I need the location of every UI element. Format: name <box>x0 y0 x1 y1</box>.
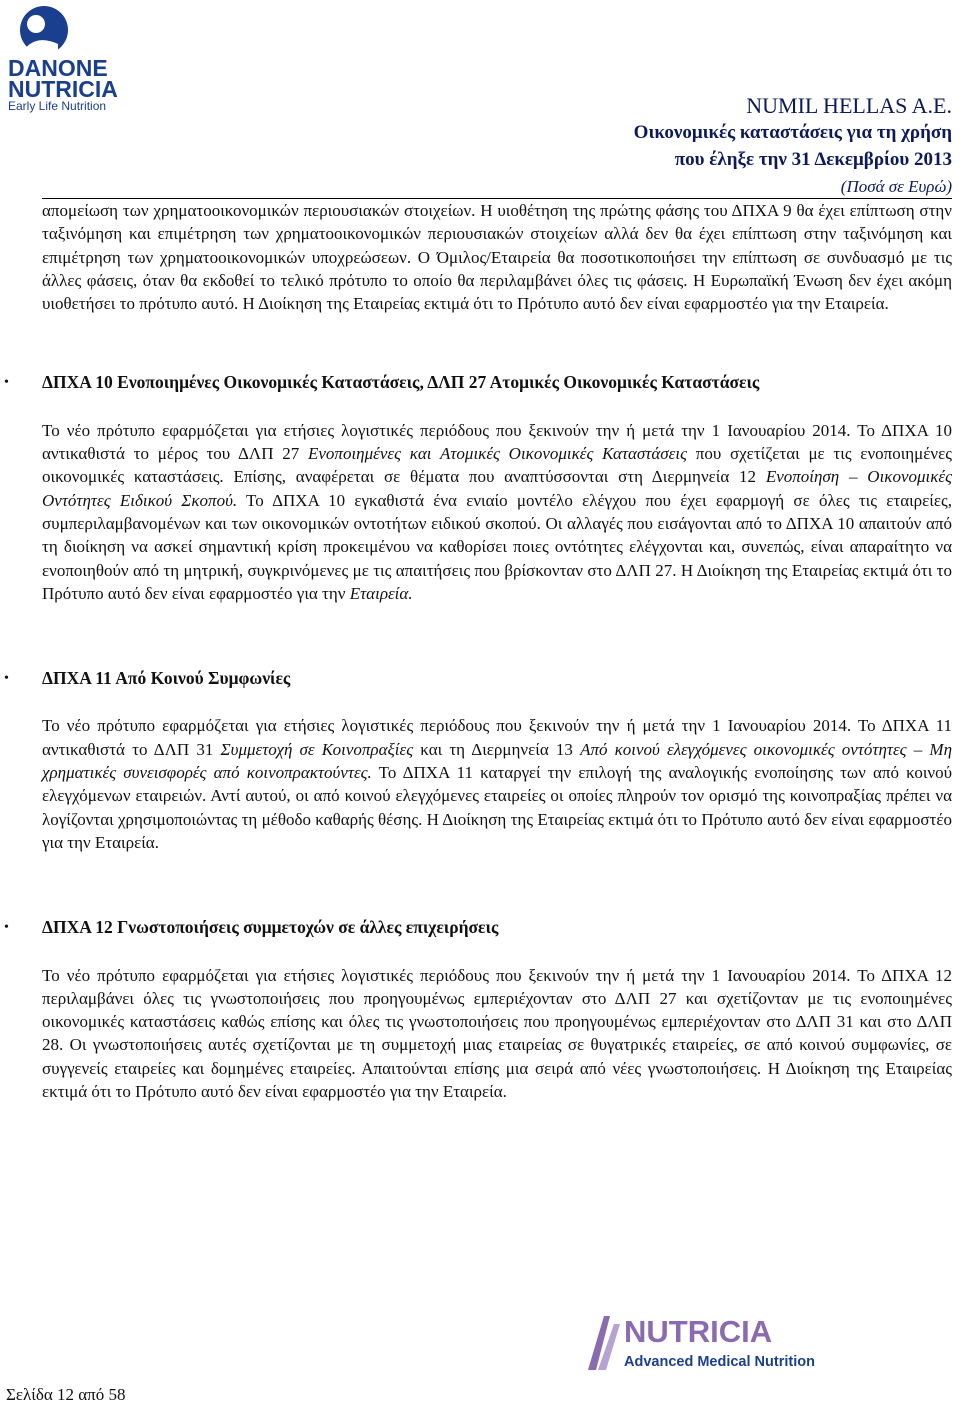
page-number: Σελίδα 12 από 58 <box>6 1385 126 1404</box>
intro-paragraph: απομείωση των χρηματοοικονομικών περιουσιακών στοιχείων. Η υιοθέτηση της πρώτης φάσης του ΔΠΧΑ 9 θα έχει επίπτωση στην ταξινόμηση και επιμέτρηση των χρηματοοικονομικών περιουσιακών στοιχείων αλλά δεν θα έχει επίπτωση στην ταξινόμηση και επιμέτρηση των χρηματοοικονομικών υποχρεώσεων. Ο Όμιλος/Εταιρεία θα ποσοτικοποιήσει την επίπτωση σε συνδυασμό με τις άλλες φάσεις, όταν θα εκδοθεί το τελικό πρότυπο το οποίο θα περιλαμβάνει όλες τις φάσεις. Η Ευρωπαϊκή Ένωση δεν έχει ακόμη υιοθετήσει το πρότυπο αυτό. Η Διοίκηση της Εταιρείας εκτιμά ότι το Πρότυπο αυτό δεν είναι εφαρμοστέο για την Εταιρεία. <box>42 201 952 314</box>
report-title-line1: Οικονομικές καταστάσεις για τη χρήση <box>633 122 952 143</box>
logo-head-icon <box>27 15 45 33</box>
bullet-icon: • <box>4 375 9 391</box>
logo-danone-text: DANONE <box>8 55 108 81</box>
bullet-icon: • <box>4 671 9 687</box>
report-title-line2: που έληξε την 31 Δεκεμβρίου 2013 <box>674 149 952 170</box>
logo-nutricia-text: NUTRICIA <box>8 76 118 102</box>
section-title: ΔΠΧΑ 12 Γνωστοποιήσεις συμμετοχών σε άλλες επιχειρήσεις <box>42 917 499 938</box>
danone-nutricia-logo-graphic <box>6 4 176 114</box>
section-title: ΔΠΧΑ 10 Ενοποιημένες Οικονομικές Καταστάσεις, ΔΛΠ 27 Ατομικές Οικονομικές Καταστάσεις <box>42 372 760 393</box>
section-body: Το νέο πρότυπο εφαρμόζεται για ετήσιες λογιστικές περιόδους που ξεκινούν την ή μετά την 1 Ιανουαρίου 2014. Το ΔΠΧΑ 12 περιλαμβάνει όλες τις γνωστοποιήσεις που προηγουμένως εμπεριέχονταν στο ΔΛΠ 27 και σχετίζονταν με τις ενοποιημένες οικονομικές καταστάσεις καθώς επίσης και όλες τις γνωστοποιήσεις που προηγουμένως εμπεριέχονταν στο ΔΛΠ 31 και στο ΔΛΠ 28. Οι γνωστοποιήσεις αυτές σχετίζονται με τη συμμετοχή μιας εταιρείας σε θυγατρικές εταιρείες, σε από κοινού συμφωνίες, σε συγγενείς εταιρείες και δομημένες εταιρείες. Απαιτούνται επίσης μια σειρά από νέες γνωστοποιήσεις. Η Διοίκηση της Εταιρείας εκτιμά ότι το Πρότυπο αυτό δεν είναι εφαρμοστέο για την Εταιρεία. <box>42 965 952 1102</box>
company-name: NUMIL HELLAS A.E. <box>746 93 952 118</box>
nutricia-amn-logo-graphic <box>584 1310 824 1374</box>
document-header <box>634 92 952 200</box>
section-ifrs10 <box>4 371 953 605</box>
logo-tagline-text: Early Life Nutrition <box>8 99 107 113</box>
section-title: ΔΠΧΑ 11 Από Κοινού Συμφωνίες <box>42 668 291 689</box>
danone-nutricia-logo <box>6 4 176 114</box>
logo-amn-text: Advanced Medical Nutrition <box>624 1354 815 1370</box>
amounts-note: (Ποσά σε Ευρώ) <box>840 177 952 196</box>
logo-nutricia-text: NUTRICIA <box>624 1314 773 1349</box>
page-content <box>4 199 953 1103</box>
section-ifrs12 <box>4 916 952 1103</box>
bullet-icon: • <box>4 920 9 936</box>
section-body: Το νέο πρότυπο εφαρμόζεται για ετήσιες λογιστικές περιόδους που ξεκινούν την ή μετά την 1 Ιανουαρίου 2014. Το ΔΠΧΑ 10 αντικαθιστά το μέρος του ΔΛΠ 27 Ενοποιημένες και Ατομικές Οικονομικές Καταστάσεις που σχετίζεται με τις ενοποιημένες οικονομικές καταστάσεις. Επίσης, αναφέρεται σε θέματα που αναπτύσσονται στη Διερμηνεία 12 Ενοποίηση – Οικονομικές Οντότητες Ειδικού Σκοπού. Το ΔΠΧΑ 10 εγκαθιστά ένα ενιαίο μοντέλο ελέγχου που έχει εφαρμογή σε όλες τις εταιρείες, συμπεριλαμβανομένων και των οικονομικών οντοτήτων ειδικού σκοπού. Οι αλλαγές που εισάγονται από το ΔΠΧΑ 10 απαιτούν από τη διοίκηση να ασκεί σημαντική κρίση προκειμένου να καθορίσει ποιες οντότητες ελέγχονται και, συνεπώς, είναι απαραίτητο να ενοποιηθούν από τη μητρική, συγκρινόμενες με τις απαιτήσεις που βρίσκονταν στο ΔΛΠ 27. Η Διοίκηση της Εταιρείας εκτιμά ότι το Πρότυπο αυτό δεν είναι εφαρμοστέο για την Εταιρεία. <box>42 420 953 603</box>
section-ifrs11 <box>4 667 953 854</box>
nutricia-amn-logo <box>584 1310 824 1374</box>
section-body: Το νέο πρότυπο εφαρμόζεται για ετήσιες λογιστικές περιόδους που ξεκινούν την ή μετά την 1 Ιανουαρίου 2014. Το ΔΠΧΑ 11 αντικαθιστά το ΔΛΠ 31 Συμμετοχή σε Κοινοπραξίες και τη Διερμηνεία 13 Από κοινού ελεγχόμενες οικονομικές οντότητες – Μη χρηματικές συνεισφορές από κοινοπρακτούντες. Το ΔΠΧΑ 11 καταργεί την επιλογή της αναλογικής ενοποίησης των από κοινού ελεγχόμενων εταιρειών. Αντί αυτού, οι από κοινού ελεγχόμενες εταιρείες οι οποίες πληρούν τον ορισμό της κοινοπραξίας πρέπει να λογίζονται χρησιμοποιώντας τη μέθοδο καθαρής θέσης. Η Διοίκηση της Εταιρείας εκτιμά ότι το Πρότυπο αυτό δεν είναι εφαρμοστέο για την Εταιρεία. <box>42 716 953 852</box>
